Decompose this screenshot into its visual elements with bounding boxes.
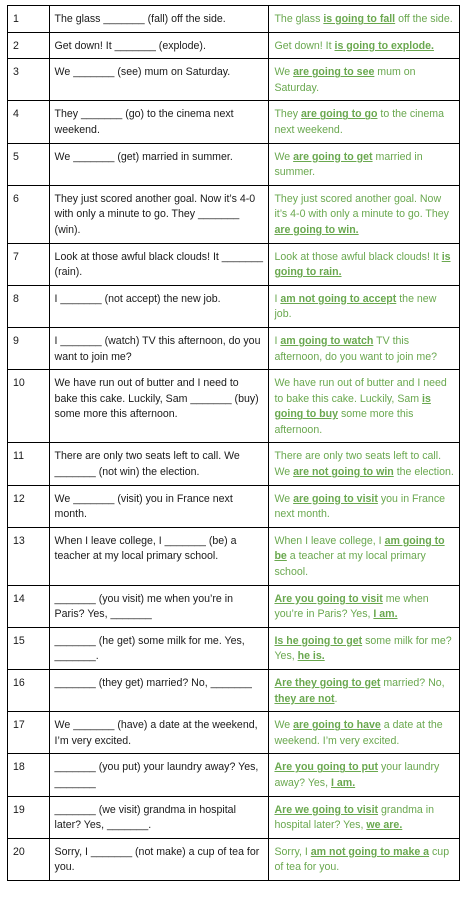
row-number: 20 [8, 838, 50, 880]
answer-text: a date at the weekend. I’m very excited. [274, 719, 443, 747]
table-row [8, 285, 460, 327]
answer-cell [269, 712, 460, 754]
answer-highlight: am not going to make a [310, 845, 430, 858]
answer-text: grandma in hospital later? Yes, [274, 803, 435, 832]
answer-text: We [274, 492, 294, 505]
answer-text: some milk for me? Yes, [274, 634, 452, 663]
answer-highlight: I am. [373, 608, 398, 621]
answer-text: some more this afternoon. [274, 408, 414, 436]
answer-cell [269, 796, 460, 838]
row-number: 18 [8, 754, 50, 796]
answer-text: TV this afternoon, do you want to join me? [274, 334, 437, 363]
question-cell: We _______ (get) married in summer. [49, 143, 269, 185]
question-cell: I _______ (watch) TV this afternoon, do you want to join me? [49, 327, 269, 369]
answer-highlight: we are. [366, 819, 403, 832]
answer-cell [269, 585, 460, 627]
answer-cell [269, 670, 460, 712]
question-cell: We _______ (have) a date at the weekend, I’m very excited. [49, 712, 269, 754]
answer-highlight: Are you going to visit [274, 592, 383, 605]
answer-text: the election. [393, 466, 454, 479]
table-row [8, 327, 460, 369]
exercise-rows [8, 6, 460, 881]
answer-highlight: am going to watch [280, 334, 374, 347]
question-cell: _______ (he get) some milk for me. Yes, _______. [49, 627, 269, 669]
answer-highlight: am going to be [274, 534, 445, 563]
row-number: 16 [8, 670, 50, 712]
row-number: 10 [8, 370, 50, 443]
table-row [8, 796, 460, 838]
answer-text: We have run out of butter and I need to bake this cake. Luckily, Sam [274, 377, 447, 405]
question-cell: When I leave college, I _______ (be) a teacher at my local primary school. [49, 527, 269, 585]
answer-text: When I leave college, I [274, 534, 385, 547]
answer-text: cup of tea for you. [274, 845, 450, 874]
row-number: 13 [8, 527, 50, 585]
table-row [8, 243, 460, 285]
answer-highlight: are going to have [293, 719, 381, 732]
table-row [8, 59, 460, 101]
row-number: 9 [8, 327, 50, 369]
answer-cell [269, 59, 460, 101]
answer-cell [269, 838, 460, 880]
table-row [8, 6, 460, 33]
answer-highlight: am not going to accept [280, 292, 397, 305]
question-cell: We _______ (visit) you in France next month. [49, 485, 269, 527]
row-number: 11 [8, 443, 50, 485]
answer-highlight: are not going to win [293, 466, 394, 479]
question-cell: I _______ (not accept) the new job. [49, 285, 269, 327]
row-number: 5 [8, 143, 50, 185]
row-number: 7 [8, 243, 50, 285]
row-number: 4 [8, 101, 50, 143]
answer-highlight: are going to go [300, 108, 378, 121]
answer-text: the new job. [274, 292, 437, 321]
answer-text: me when you’re in Paris? Yes, [274, 592, 429, 621]
question-cell: _______ (they get) married? No, _______ [49, 670, 269, 712]
answer-text: your laundry away? Yes, [274, 761, 440, 789]
row-number: 8 [8, 285, 50, 327]
table-row [8, 485, 460, 527]
answer-text: you in France next month. [274, 492, 446, 521]
row-number: 12 [8, 485, 50, 527]
answer-cell [269, 143, 460, 185]
answer-text: The glass [274, 13, 324, 25]
answer-highlight: are going to get [293, 150, 373, 163]
question-cell: We _______ (see) mum on Saturday. [49, 59, 269, 101]
row-number: 15 [8, 627, 50, 669]
exercise-table [7, 5, 460, 881]
answer-cell [269, 243, 460, 285]
answer-cell [269, 101, 460, 143]
answer-text: I [274, 334, 281, 347]
question-cell: There are only two seats left to call. We _______ (not win) the election. [49, 443, 269, 485]
answer-text: mum on Saturday. [274, 66, 416, 94]
row-number: 1 [8, 6, 50, 33]
table-row [8, 185, 460, 243]
answer-text: a teacher at my local primary school. [274, 550, 426, 579]
answer-highlight: I am. [331, 776, 356, 789]
table-row [8, 585, 460, 627]
answer-cell [269, 527, 460, 585]
answer-cell [269, 285, 460, 327]
answer-highlight: he is. [297, 650, 325, 663]
answer-text: Sorry, I [274, 845, 311, 858]
row-number: 3 [8, 59, 50, 101]
table-row [8, 838, 460, 880]
answer-cell [269, 185, 460, 243]
answer-text: married? No, [380, 677, 445, 689]
answer-highlight: Are you going to put [274, 761, 379, 774]
question-cell: Look at those awful black clouds! It _______ (rain). [49, 243, 269, 285]
answer-cell [269, 754, 460, 796]
answer-highlight: is going to buy [274, 392, 431, 421]
table-row [8, 527, 460, 585]
table-row [8, 670, 460, 712]
row-number: 6 [8, 185, 50, 243]
table-row [8, 627, 460, 669]
answer-cell [269, 443, 460, 485]
answer-highlight: they are not [274, 692, 335, 705]
table-row [8, 712, 460, 754]
answer-highlight: is going to fall [323, 13, 396, 25]
answer-text: I [274, 292, 281, 305]
answer-highlight: is going to explode. [334, 39, 434, 52]
answer-text: . [334, 692, 338, 705]
answer-text: We [274, 719, 294, 732]
answer-cell [269, 32, 460, 59]
answer-highlight: Are we going to visit [274, 803, 379, 816]
table-row [8, 754, 460, 796]
answer-highlight: Are they going to get [274, 677, 381, 689]
row-number: 14 [8, 585, 50, 627]
answer-text: Look at those awful black clouds! It [274, 250, 442, 263]
answer-text: There are only two seats left to call. We [274, 450, 442, 479]
answer-text: They [274, 108, 301, 121]
question-cell: They _______ (go) to the cinema next weekend. [49, 101, 269, 143]
row-number: 2 [8, 32, 50, 59]
question-cell: _______ (we visit) grandma in hospital later? Yes, _______. [49, 796, 269, 838]
table-row [8, 101, 460, 143]
answer-highlight: Is he going to get [274, 634, 363, 647]
question-cell: We have run out of butter and I need to bake this cake. Luckily, Sam _______ (buy) some more this afternoon. [49, 370, 269, 443]
table-row [8, 143, 460, 185]
answer-cell [269, 370, 460, 443]
answer-text: Get down! It [274, 39, 335, 52]
answer-text: off the side. [395, 13, 453, 25]
question-cell: Get down! It _______ (explode). [49, 32, 269, 59]
answer-text: We [274, 66, 294, 79]
answer-highlight: are going to win. [274, 223, 359, 236]
exercise-sheet [7, 5, 460, 881]
question-cell: _______ (you visit) me when you’re in Paris? Yes, _______ [49, 585, 269, 627]
question-cell: They just scored another goal. Now it’s 4-0 with only a minute to go. They _______ (win). [49, 185, 269, 243]
row-number: 17 [8, 712, 50, 754]
answer-cell [269, 6, 460, 33]
table-row [8, 32, 460, 59]
question-cell: _______ (you put) your laundry away? Yes, _______ [49, 754, 269, 796]
answer-highlight: is going to rain. [274, 250, 451, 279]
row-number: 19 [8, 796, 50, 838]
answer-text: to the cinema next weekend. [274, 108, 445, 136]
table-row [8, 443, 460, 485]
answer-text: They just scored another goal. Now it’s 4-0 with only a minute to go. They [274, 192, 449, 221]
answer-highlight: are going to visit [293, 492, 378, 505]
answer-text: married in summer. [274, 150, 423, 179]
answer-cell [269, 485, 460, 527]
question-cell: Sorry, I _______ (not make) a cup of tea for you. [49, 838, 269, 880]
table-row [8, 370, 460, 443]
answer-text: We [274, 150, 294, 163]
answer-cell [269, 627, 460, 669]
answer-cell [269, 327, 460, 369]
question-cell: The glass _______ (fall) off the side. [49, 6, 269, 33]
answer-highlight: are going to see [293, 66, 375, 79]
